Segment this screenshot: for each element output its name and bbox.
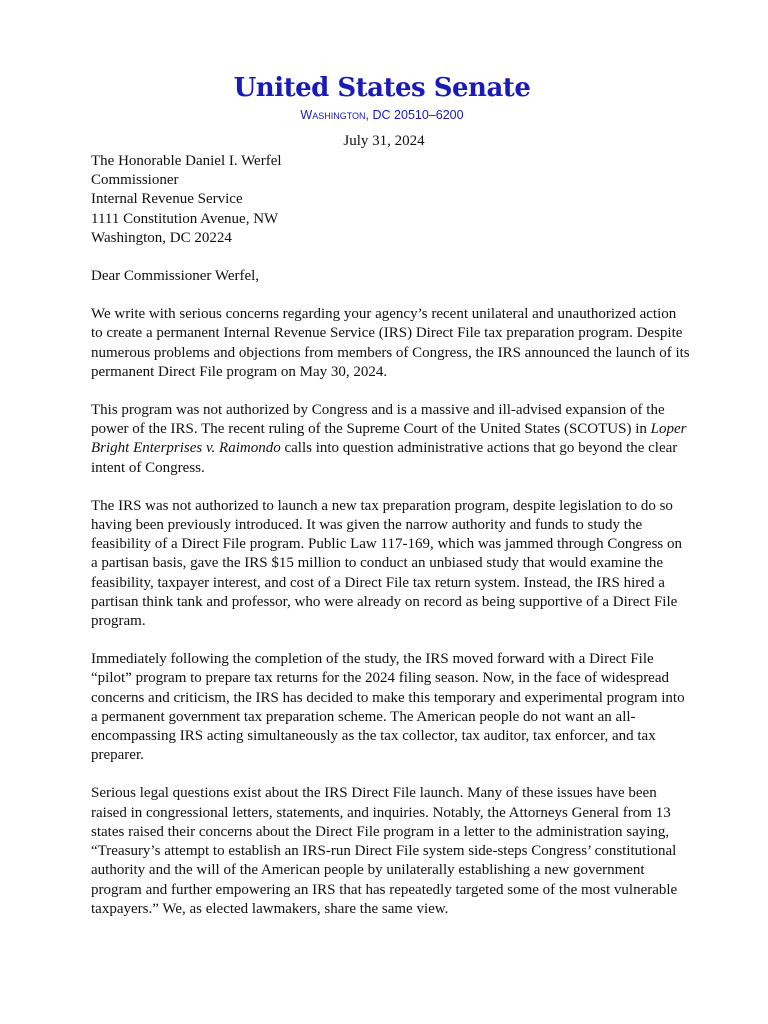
paragraph-2-text-a: This program was not authorized by Congress and is a massive and ill-advised expansion of the power of the IRS. The recent ruling of the Supreme Court of the United States (SCOTUS) in xyxy=(91,402,665,438)
recipient-street: 1111 Constitution Avenue, NW xyxy=(91,210,279,227)
senate-title: United States Senate xyxy=(233,73,531,103)
recipient-address xyxy=(91,152,691,248)
senate-address: Washington, DC 20510–6200 xyxy=(300,108,464,122)
case-citation: Loper Bright Enterprises v. Raimondo xyxy=(91,421,687,457)
salutation: Dear Commissioner Werfel, xyxy=(91,268,260,285)
paragraph-2-text xyxy=(91,401,691,478)
paragraph-4-text: Immediately following the completion of the study, the IRS moved forward with a Direct File “pilot” program to prepare tax returns for the 2024 filing season. Now, in the face of widespread concerns and criticism, the IRS has decided to make this temporary and experimental program into a permanent government tax preparation scheme. The American people do not want an all-encompassing IRS acting simultaneously as the tax collector, tax auditor, tax enforcer, and tax preparer. xyxy=(91,651,685,764)
recipient-name: The Honorable Daniel I. Werfel xyxy=(91,153,282,169)
paragraph-2-text-b: calls into question administrative actions that go beyond the clear intent of Congress. xyxy=(91,440,678,476)
letterhead xyxy=(0,72,768,122)
recipient-agency: Internal Revenue Service xyxy=(91,191,243,208)
paragraph-4 xyxy=(91,650,691,765)
paragraph-2 xyxy=(91,401,691,478)
paragraph-5 xyxy=(91,784,691,918)
letter-date: July 31, 2024 xyxy=(343,133,425,149)
paragraph-1-text: We write with serious concerns regarding your agency’s recent unilateral and unauthorized action to create a permanent Internal Revenue Service (IRS) Direct File tax preparation program. Despite numerous problems and objections from members of Congress, the IRS announced the launch of its permanent Direct File program on May 30, 2024. xyxy=(91,306,690,380)
paragraph-3-text: The IRS was not authorized to launch a new tax preparation program, despite legislation to do so having been previously introduced. It was given the narrow authority and funds to study the feasibility of a Direct File program. Public Law 117-169, which was jammed through Congress on a partisan basis, gave the IRS $15 million to conduct an unbiased study that would examine the feasibility, taxpayer interest, and cost of a Direct File tax return system. Instead, the IRS hired a partisan think tank and professor, who were already on record as being supportive of a Direct File program. xyxy=(91,497,682,630)
paragraph-5-text: Serious legal questions exist about the IRS Direct File launch. Many of these issues have been raised in congressional letters, statements, and inquiries. Notably, the Attorneys General from 13 states raised their concerns about the Direct File program in a letter to the administration saying, “Treasury’s attempt to establish an IRS-run Direct File system side-steps Congress’ constitutional authority and the will of the American people by unilaterally establishing a new government program and further empowering an IRS that has repeatedly targeted some of the most vulnerable taxpayers.” We, as elected lawmakers, share the same view. xyxy=(91,785,678,917)
recipient-city: Washington, DC 20224 xyxy=(91,229,232,246)
paragraph-1 xyxy=(91,305,691,382)
paragraph-3 xyxy=(91,497,691,631)
letter-body xyxy=(91,152,691,919)
recipient-title: Commissioner xyxy=(91,172,179,189)
